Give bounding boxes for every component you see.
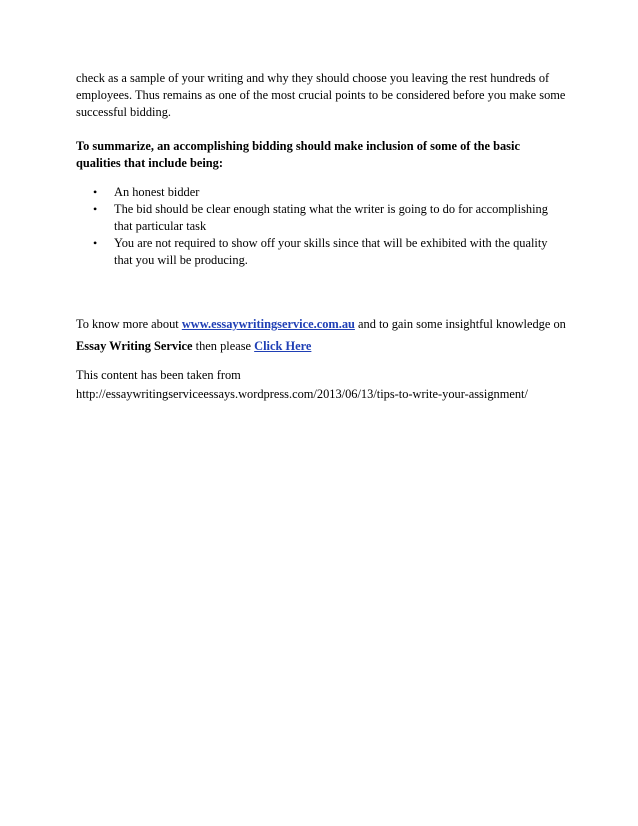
more-info-paragraph (76, 313, 566, 357)
bullet-icon: • (93, 185, 98, 199)
source-intro-text: This content has been taken from (76, 368, 241, 382)
qualities-list (76, 184, 566, 269)
summary-heading: To summarize, an accomplishing bidding should make inclusion of some of the basic qualities that include being: (76, 139, 520, 170)
intro-paragraph: check as a sample of your writing and why they should choose you leaving the rest hundreds of employees. Thus remains as one of the most crucial points to be considered before you make some successful bidding. (76, 71, 566, 119)
list-item-text: You are not required to show off your skills since that will be exhibited with the quality that you will be producing. (114, 236, 548, 267)
list-item (76, 184, 566, 201)
bullet-icon: • (93, 202, 98, 216)
more-info-text-1: To know more about (76, 317, 182, 331)
more-info-text-2: and to gain some insightful knowledge on (354, 317, 566, 331)
list-item (76, 201, 566, 235)
essay-writing-service-bold: Essay Writing Service (76, 339, 193, 353)
click-here-link[interactable]: Click Here (254, 339, 312, 353)
document-body (76, 70, 566, 404)
list-item-text: An honest bidder (114, 185, 200, 199)
bullet-icon: • (93, 236, 98, 250)
source-paragraph (76, 366, 566, 404)
source-url-text: http://essaywritingserviceessays.wordpress.com/2013/06/13/tips-to-write-your-assignment/ (76, 387, 528, 401)
essay-service-website-link[interactable]: www.essaywritingservice.com.au (181, 317, 355, 331)
list-item (76, 235, 566, 269)
list-item-text: The bid should be clear enough stating what the writer is going to do for accomplishing that particular task (114, 202, 548, 233)
more-info-text-3: then please (192, 339, 255, 353)
